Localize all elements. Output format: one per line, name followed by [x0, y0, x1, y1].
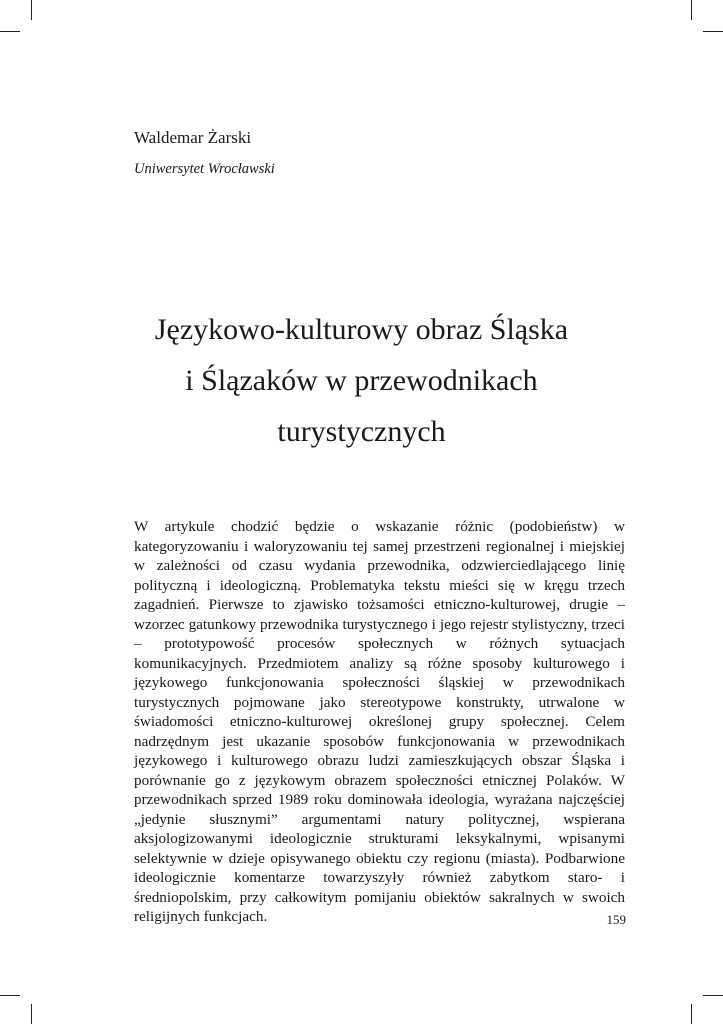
- crop-mark-top-left-h: [0, 31, 20, 32]
- crop-mark-bottom-left: [31, 1004, 32, 1024]
- abstract-text: W artykule chodzić będzie o wskazanie różnic (podobieństw) w kategoryzowaniu i waloryzowaniu tej samej przestrzeni regionalnej i miejskiej w zależności od czasu wydania przewodnika, odzwierciedlającego linię polityczną i ideologiczną. Problematyka tekstu mieści się w kręgu trzech zagadnień. Pierwsze to zjawisko tożsamości etniczno-kulturowej, drugie – wzorzec gatunkowy przewodnika turystycznego i jego rejestr stylistyczny, trzeci – prototypowość procesów społecznych w różnych sytuacjach komunikacyjnych. Przedmiotem analizy są różne sposoby kulturowego i językowego funkcjonowania społeczności śląskiej w przewodnikach turystycznych pojmowane jako stereotypowe konstrukty, utrwalone w świadomości etniczno-kulturowej określonej grupy społecznej. Celem nadrzędnym jest ukazanie sposobów funkcjonowania w przewodnikach językowego i kulturowego obrazu ludzi zamieszkujących obszar Śląska i porównanie go z językowym obrazem społeczności etnicznej Polaków. W przewodnikach sprzed 1989 roku dominowała ideologia, wyrażana najczęściej „jedynie słusznymi” argumentami natury politycznej, wspierana aksjologizowanymi ideologicznie strukturami leksykalnymi, wpisanymi selektywnie w dzieje opisywanego obiektu czy regionu (miasta). Podbarwione ideologicznie komentarze towarzyszyły również zabytkom staro- i średniopolskim, przy całkowitym pomijaniu obiektów sakralnych w swoich religijnych funkcjach.: [134, 518, 625, 925]
- crop-mark-bottom-right-h: [703, 995, 723, 996]
- author-affiliation: Uniwersytet Wrocławski: [134, 161, 275, 177]
- page-number: 159: [606, 912, 626, 927]
- title-line-1: Językowo-kulturowy obraz Śląska: [154, 313, 569, 346]
- title-line-3: turystycznych: [277, 415, 446, 448]
- crop-mark-top-right-h: [703, 31, 723, 32]
- crop-mark-bottom-left-h: [0, 995, 20, 996]
- crop-mark-top-left: [31, 0, 32, 20]
- crop-mark-bottom-right: [691, 1004, 692, 1024]
- title-line-2: i Ślązaków w przewodnikach: [185, 364, 538, 397]
- abstract: [134, 517, 625, 927]
- author-name: Waldemar Żarski: [134, 128, 252, 147]
- article-title: [100, 304, 623, 457]
- crop-mark-top-right: [691, 0, 692, 20]
